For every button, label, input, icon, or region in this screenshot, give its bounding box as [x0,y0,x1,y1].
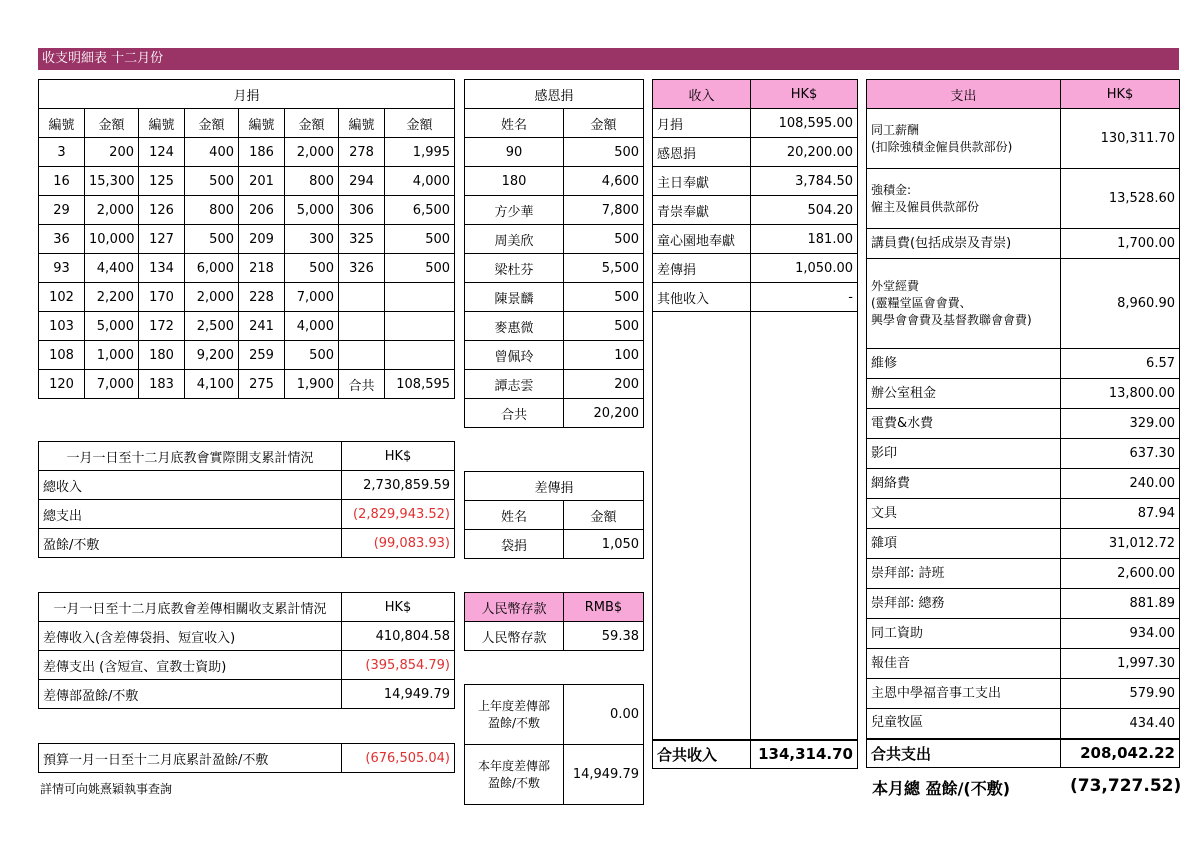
donor-number: 3 [39,138,85,167]
income-value: 108,595.00 [751,109,858,138]
expense-label: 同工薪酬 (扣除強積金僱員供款部份) [867,109,1061,169]
donation-amount: 7,000 [285,283,339,312]
table-row [867,559,1180,589]
mission-label: 差傳支出 (含短宣、宣教士資助) [39,651,342,680]
income-total-label: 合共收入 [653,740,751,769]
donation-amount: 500 [385,225,455,254]
table-row [39,254,455,283]
expense-header: 支出 [867,80,1061,109]
donor-number: 126 [139,196,185,225]
table-row [465,254,644,283]
donor-number: 125 [139,167,185,196]
income-value: 1,050.00 [751,254,858,283]
cumulative-table [38,441,455,558]
thanks-name: 譚志雲 [465,370,564,399]
donor-number: 218 [239,254,285,283]
table-row [39,312,455,341]
table-row [39,500,455,529]
donation-amount: 2,500 [185,312,239,341]
donation-amount: 9,200 [185,341,239,370]
expense-label: 兒童牧區 [867,709,1061,739]
thanks-amount: 500 [564,225,644,254]
table-row [653,254,858,283]
expense-label: 主恩中學福音事工支出 [867,679,1061,709]
expense-label: 雜項 [867,529,1061,559]
expense-value: 579.90 [1061,679,1180,709]
rmb-label: 人民幣存款 [465,622,564,651]
expense-total: 208,042.22 [1061,739,1180,768]
expense-value: 934.00 [1061,619,1180,649]
expense-table [866,79,1180,768]
mission-donation-amt: 1,050 [564,530,644,559]
donor-number: 16 [39,167,85,196]
rmb-table [464,592,644,651]
table-row [867,259,1180,349]
mission-value: 14,949.79 [342,680,455,709]
expense-label: 講員費(包括成崇及青崇) [867,229,1061,259]
table-row [39,370,455,399]
income-blank [653,312,751,740]
income-total: 134,314.70 [751,740,858,769]
thanks-name: 梁杜芬 [465,254,564,283]
surplus-value: (73,727.52) [1070,776,1182,796]
donation-amount: 2,200 [85,283,139,312]
donation-amount: 2,000 [185,283,239,312]
expense-label: 崇拜部: 總務 [867,589,1061,619]
cumulative-label: 總支出 [39,500,342,529]
page-title: 收支明細表 十二月份 [38,48,1179,70]
mission-value: 410,804.58 [342,622,455,651]
table-row [653,225,858,254]
table-row [867,439,1180,469]
donation-amount: 4,400 [85,254,139,283]
table-row [867,469,1180,499]
col-num: 編號 [139,109,185,138]
donor-number: 183 [139,370,185,399]
expense-label: 強積金: 僱主及僱員供款部份 [867,169,1061,229]
donor-number: 172 [139,312,185,341]
donation-amount: 400 [185,138,239,167]
col-amt: 金額 [85,109,139,138]
income-label: 差傳捐 [653,254,751,283]
expense-label: 同工資助 [867,619,1061,649]
mission-table [38,592,455,709]
donation-amount: 800 [285,167,339,196]
surplus-label: 本月總 盈餘/(不敷) [872,779,1011,798]
donor-number: 275 [239,370,285,399]
expense-label: 維修 [867,349,1061,379]
income-value: 20,200.00 [751,138,858,167]
this-year-label: 本年度差傳部 盈餘/不敷 [465,745,564,805]
mission-header: 一月一日至十二月底教會差傳相關收支累計情況 [39,593,342,622]
donor-number: 108 [39,341,85,370]
table-row [465,283,644,312]
income-currency: HK$ [751,80,858,109]
donor-number: 201 [239,167,285,196]
expense-value: 240.00 [1061,469,1180,499]
table-row [653,109,858,138]
donation-amount: 1,000 [85,341,139,370]
thanks-name: 曾佩玲 [465,341,564,370]
donation-amount [385,312,455,341]
table-row [867,349,1180,379]
income-label: 感恩捐 [653,138,751,167]
col-num: 編號 [239,109,285,138]
donation-amount: 6,500 [385,196,455,225]
table-row [39,225,455,254]
mission-label: 差傳收入(含差傳袋捐、短宣收入) [39,622,342,651]
thanks-amount: 100 [564,341,644,370]
thanks-amount: 4,600 [564,167,644,196]
expense-value: 434.40 [1061,709,1180,739]
donor-number: 186 [239,138,285,167]
table-row [39,341,455,370]
thanks-amount: 200 [564,370,644,399]
donation-amount: 1,995 [385,138,455,167]
table-row [867,169,1180,229]
cumulative-value: 2,730,859.59 [342,471,455,500]
table-row [465,341,644,370]
donation-amount: 200 [85,138,139,167]
table-row [465,196,644,225]
income-value: 181.00 [751,225,858,254]
rmb-header: 人民幣存款 [465,593,564,622]
this-year-value: 14,949.79 [564,745,644,805]
table-row [465,370,644,399]
table-row [39,651,455,680]
table-row [39,283,455,312]
thanks-name: 周美欣 [465,225,564,254]
mission-label: 差傳部盈餘/不敷 [39,680,342,709]
income-label: 月捐 [653,109,751,138]
expense-label: 網絡費 [867,469,1061,499]
monthly-donation-table [38,79,455,399]
table-row [867,589,1180,619]
donation-amount: 500 [185,225,239,254]
donation-amount: 4,000 [285,312,339,341]
expense-value: 2,600.00 [1061,559,1180,589]
cumulative-label: 盈餘/不敷 [39,529,342,558]
expense-value: 881.89 [1061,589,1180,619]
donor-number: 209 [239,225,285,254]
thanks-name: 90 [465,138,564,167]
donor-number: 合共 [339,370,385,399]
table-row [465,167,644,196]
col-num: 編號 [339,109,385,138]
table-row [867,619,1180,649]
table-row [867,679,1180,709]
donation-amount: 2,000 [285,138,339,167]
donation-amount: 500 [385,254,455,283]
table-row [39,196,455,225]
donation-amount: 2,000 [85,196,139,225]
mission-currency: HK$ [342,593,455,622]
cumulative-label: 總收入 [39,471,342,500]
expense-value: 8,960.90 [1061,259,1180,349]
mission-donation-name: 袋捐 [465,530,564,559]
expense-value: 329.00 [1061,409,1180,439]
mission-donation-col-amt: 金額 [564,501,644,530]
donor-number: 124 [139,138,185,167]
expense-total-label: 合共支出 [867,739,1061,768]
donor-number [339,312,385,341]
rmb-value: 59.38 [564,622,644,651]
table-row [39,471,455,500]
table-row [653,283,858,312]
thanks-name: 陳景麟 [465,283,564,312]
table-row [867,499,1180,529]
expense-label: 文具 [867,499,1061,529]
table-row [465,138,644,167]
income-value: 504.20 [751,196,858,225]
expense-currency: HK$ [1061,80,1180,109]
col-num: 編號 [39,109,85,138]
expense-value: 6.57 [1061,349,1180,379]
expense-label: 崇拜部: 詩班 [867,559,1061,589]
income-value: - [751,283,858,312]
donation-amount: 800 [185,196,239,225]
expense-label: 外堂經費 (靈糧堂區會會費、 興學會會費及基督教聯會會費) [867,259,1061,349]
table-row [465,312,644,341]
thanks-total-label: 合共 [465,399,564,428]
donor-number [339,341,385,370]
donor-number: 325 [339,225,385,254]
table-row [653,196,858,225]
cumulative-currency: HK$ [342,442,455,471]
donation-amount: 7,000 [85,370,139,399]
income-header: 收入 [653,80,751,109]
table-row [867,109,1180,169]
donor-number: 278 [339,138,385,167]
donor-number: 93 [39,254,85,283]
table-row [867,709,1180,739]
income-table [652,79,858,769]
thanks-header: 感恩捐 [465,80,644,109]
col-amt: 金額 [285,109,339,138]
donor-number: 102 [39,283,85,312]
thanks-total: 20,200 [564,399,644,428]
monthly-header: 月捐 [39,80,455,109]
donor-number: 29 [39,196,85,225]
donation-amount: 108,595 [385,370,455,399]
donation-amount: 500 [285,254,339,283]
expense-value: 13,800.00 [1061,379,1180,409]
expense-value: 1,997.30 [1061,649,1180,679]
income-blank [751,312,858,740]
table-row [867,529,1180,559]
donor-number: 206 [239,196,285,225]
donation-amount: 4,000 [385,167,455,196]
table-row [867,409,1180,439]
table-row [39,680,455,709]
table-row [465,225,644,254]
thanks-table [464,79,644,428]
thanks-col-amt: 金額 [564,109,644,138]
thanks-amount: 7,800 [564,196,644,225]
expense-value: 31,012.72 [1061,529,1180,559]
table-row [867,649,1180,679]
expense-label: 辦公室租金 [867,379,1061,409]
income-label: 其他收入 [653,283,751,312]
budget-value: (676,505.04) [342,744,455,773]
budget-table [38,743,455,773]
table-row [39,167,455,196]
donation-amount: 300 [285,225,339,254]
donation-amount: 500 [185,167,239,196]
expense-label: 電費&水費 [867,409,1061,439]
donor-number: 259 [239,341,285,370]
cumulative-header: 一月一日至十二月底教會實際開支累計情況 [39,442,342,471]
budget-label: 預算一月一日至十二月底累計盈餘/不敷 [39,744,342,773]
table-row [39,529,455,558]
donor-number: 134 [139,254,185,283]
expense-label: 報佳音 [867,649,1061,679]
income-label: 主日奉獻 [653,167,751,196]
col-amt: 金額 [385,109,455,138]
donation-amount: 1,900 [285,370,339,399]
table-row [653,167,858,196]
donor-number: 241 [239,312,285,341]
donor-number: 326 [339,254,385,283]
donor-number: 103 [39,312,85,341]
rmb-currency: RMB$ [564,593,644,622]
income-value: 3,784.50 [751,167,858,196]
thanks-name: 180 [465,167,564,196]
cumulative-value: (2,829,943.52) [342,500,455,529]
expense-label: 影印 [867,439,1061,469]
mission-balance-table [464,684,644,805]
donor-number: 228 [239,283,285,312]
thanks-amount: 500 [564,283,644,312]
mission-donation-header: 差傳捐 [465,472,644,501]
donation-amount: 500 [285,341,339,370]
thanks-name: 方少華 [465,196,564,225]
contact-note: 詳情可向姚熹穎執事查詢 [40,782,173,796]
income-label: 青崇奉獻 [653,196,751,225]
donation-amount [385,283,455,312]
last-year-value: 0.00 [564,685,644,745]
donor-number: 170 [139,283,185,312]
mission-donation-col-name: 姓名 [465,501,564,530]
donation-amount: 5,000 [85,312,139,341]
donor-number: 294 [339,167,385,196]
table-row [653,138,858,167]
donor-number: 120 [39,370,85,399]
donor-number: 306 [339,196,385,225]
table-row [867,379,1180,409]
mission-donation-table [464,471,644,559]
expense-value: 637.30 [1061,439,1180,469]
expense-value: 87.94 [1061,499,1180,529]
cumulative-value: (99,083.93) [342,529,455,558]
last-year-label: 上年度差傳部 盈餘/不敷 [465,685,564,745]
table-row [867,229,1180,259]
income-label: 童心園地奉獻 [653,225,751,254]
donor-number: 127 [139,225,185,254]
table-row [39,138,455,167]
col-amt: 金額 [185,109,239,138]
thanks-amount: 500 [564,312,644,341]
donation-amount: 6,000 [185,254,239,283]
table-row [39,622,455,651]
donation-amount: 10,000 [85,225,139,254]
mission-value: (395,854.79) [342,651,455,680]
expense-value: 130,311.70 [1061,109,1180,169]
expense-value: 1,700.00 [1061,229,1180,259]
thanks-amount: 500 [564,138,644,167]
donation-amount: 4,100 [185,370,239,399]
donor-number [339,283,385,312]
donation-amount [385,341,455,370]
thanks-col-name: 姓名 [465,109,564,138]
donor-number: 180 [139,341,185,370]
expense-value: 13,528.60 [1061,169,1180,229]
thanks-amount: 5,500 [564,254,644,283]
donation-amount: 5,000 [285,196,339,225]
thanks-name: 麥惠微 [465,312,564,341]
donor-number: 36 [39,225,85,254]
donation-amount: 15,300 [85,167,139,196]
